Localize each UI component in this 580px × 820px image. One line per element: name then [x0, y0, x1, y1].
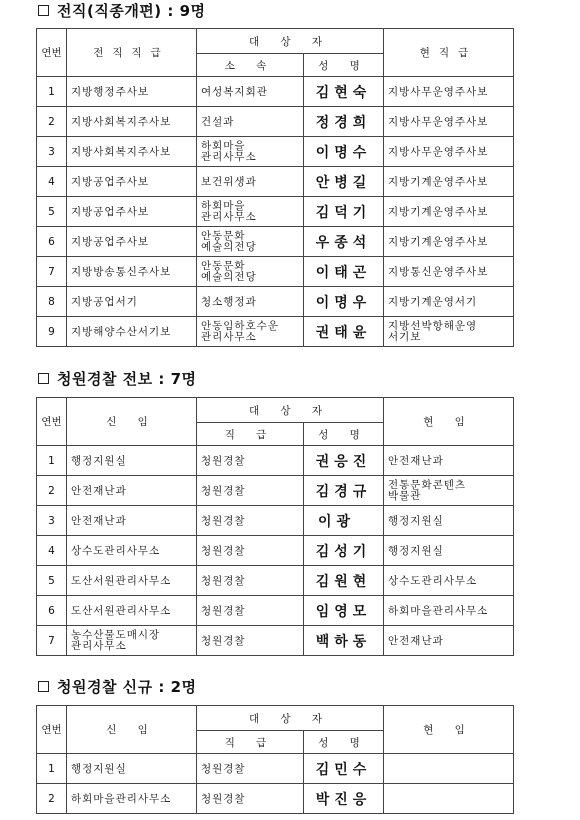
- cell-person-name: 박진응: [304, 784, 384, 814]
- cell-col4: 지방기계운영주사보: [384, 227, 514, 257]
- table-row: [37, 596, 514, 626]
- header-no: 연번: [37, 706, 67, 754]
- row-number: 3: [37, 137, 67, 167]
- cell-col4: 안전재난과: [384, 446, 514, 476]
- cell-person-name: 권응진: [304, 446, 384, 476]
- header-row: [37, 29, 514, 54]
- header-group: 대 상 자: [197, 706, 384, 731]
- table-row: [37, 77, 514, 107]
- cell-col2: 청원경찰: [197, 566, 304, 596]
- row-number: 2: [37, 476, 67, 506]
- table-row: [37, 137, 514, 167]
- cell-person-name: 김원현: [304, 566, 384, 596]
- cell-person-name: 정경희: [304, 107, 384, 137]
- cell-col1: 지방공업주사보: [67, 197, 197, 227]
- section-heading-text: 청원경찰 전보 : 7명: [57, 370, 197, 388]
- cell-person-name: 백하동: [304, 626, 384, 656]
- cell-col1: 지방행정주사보: [67, 77, 197, 107]
- header-group: 대 상 자: [197, 29, 384, 54]
- cell-col4: 지방기계운영주사보: [384, 167, 514, 197]
- cell-col2: 건설과: [197, 107, 304, 137]
- cell-col2: 여성복지회관: [197, 77, 304, 107]
- cell-col4: 지방사무운영주사보: [384, 77, 514, 107]
- cell-person-name: 이명수: [304, 137, 384, 167]
- table-row: [37, 626, 514, 656]
- header-sub2: 성 명: [304, 54, 384, 77]
- table-row: [37, 167, 514, 197]
- cell-person-name: 이태곤: [304, 257, 384, 287]
- row-number: 4: [37, 536, 67, 566]
- cell-col2: 하회마을 관리사무소: [197, 197, 304, 227]
- cell-col1: 안전재난과: [67, 476, 197, 506]
- table-row: [37, 317, 514, 347]
- cell-person-name: 김현숙: [304, 77, 384, 107]
- cell-col2: 청원경찰: [197, 506, 304, 536]
- cell-person-name: 우종석: [304, 227, 384, 257]
- cell-col1: 지방사회복지주사보: [67, 107, 197, 137]
- cell-col2: 안동문화 예술의전당: [197, 227, 304, 257]
- cell-col1: 도산서원관리사무소: [67, 596, 197, 626]
- cell-col1: 지방공업주사보: [67, 227, 197, 257]
- header-col1: 신 임: [67, 706, 197, 754]
- cell-col1: 행정지원실: [67, 754, 197, 784]
- cell-col1: 지방공업주사보: [67, 167, 197, 197]
- cell-person-name: 이명우: [304, 287, 384, 317]
- table-row: [37, 506, 514, 536]
- section-heading: [38, 368, 197, 389]
- cell-col2: 안동문화 예술의전당: [197, 257, 304, 287]
- row-number: 1: [37, 754, 67, 784]
- table-row: [37, 257, 514, 287]
- cell-col4: 행정지원실: [384, 506, 514, 536]
- table-row: [37, 754, 514, 784]
- cell-col4: 지방사무운영주사보: [384, 107, 514, 137]
- table-row: [37, 566, 514, 596]
- cell-col4: 상수도관리사무소: [384, 566, 514, 596]
- header-col4: 현 임: [384, 706, 514, 754]
- table-row: [37, 446, 514, 476]
- cell-col1: 지방해양수산서기보: [67, 317, 197, 347]
- cell-col1: 지방공업서기: [67, 287, 197, 317]
- cell-col1: 농수산물도매시장 관리사무소: [67, 626, 197, 656]
- table-row: [37, 107, 514, 137]
- header-sub2: 성 명: [304, 423, 384, 446]
- cell-col1: 도산서원관리사무소: [67, 566, 197, 596]
- cell-col4: 지방기계운영주사보: [384, 197, 514, 227]
- row-number: 5: [37, 197, 67, 227]
- cell-col4: 하회마을관리사무소: [384, 596, 514, 626]
- table-row: [37, 197, 514, 227]
- cell-col4: 지방기계운영서기: [384, 287, 514, 317]
- header-group: 대 상 자: [197, 398, 384, 423]
- section-heading-text: 전직(직종개편) : 9명: [57, 2, 206, 20]
- cell-col2: 청소행정과: [197, 287, 304, 317]
- row-number: 6: [37, 596, 67, 626]
- cell-col1: 행정지원실: [67, 446, 197, 476]
- cell-col2: 청원경찰: [197, 784, 304, 814]
- row-number: 6: [37, 227, 67, 257]
- cell-col4: 행정지원실: [384, 536, 514, 566]
- row-number: 4: [37, 167, 67, 197]
- cell-col4: 지방사무운영주사보: [384, 137, 514, 167]
- header-no: 연번: [37, 398, 67, 446]
- header-sub1: 소 속: [197, 54, 304, 77]
- cell-person-name: 이광: [304, 506, 384, 536]
- section-heading: [38, 676, 197, 697]
- cell-person-name: 안병길: [304, 167, 384, 197]
- section-heading: [38, 0, 206, 21]
- header-sub1: 직 급: [197, 423, 304, 446]
- table-row: [37, 476, 514, 506]
- table-row: [37, 784, 514, 814]
- cell-col1: 안전재난과: [67, 506, 197, 536]
- row-number: 8: [37, 287, 67, 317]
- header-col4: 현 임: [384, 398, 514, 446]
- cell-col1: 지방방송통신주사보: [67, 257, 197, 287]
- cell-col4: 전통문화콘텐츠 박물관: [384, 476, 514, 506]
- checkbox-square-icon: [38, 5, 49, 16]
- header-row: [37, 706, 514, 731]
- row-number: 1: [37, 77, 67, 107]
- table-transfer-reclass: [36, 28, 514, 347]
- header-sub1: 직 급: [197, 731, 304, 754]
- row-number: 3: [37, 506, 67, 536]
- section-heading-text: 청원경찰 신규 : 2명: [57, 678, 197, 696]
- row-number: 2: [37, 784, 67, 814]
- row-number: 1: [37, 446, 67, 476]
- header-col1: 신 임: [67, 398, 197, 446]
- cell-col2: 청원경찰: [197, 626, 304, 656]
- table-row: [37, 536, 514, 566]
- table-row: [37, 287, 514, 317]
- row-number: 9: [37, 317, 67, 347]
- cell-col4: 안전재난과: [384, 626, 514, 656]
- cell-person-name: 김경규: [304, 476, 384, 506]
- row-number: 5: [37, 566, 67, 596]
- cell-col2: 안동임하호수운 관리사무소: [197, 317, 304, 347]
- cell-person-name: 김덕기: [304, 197, 384, 227]
- header-col1: 전직직급: [67, 29, 197, 77]
- table-guard-new: [36, 705, 514, 814]
- row-number: 7: [37, 626, 67, 656]
- header-row: [37, 398, 514, 423]
- cell-col2: 청원경찰: [197, 754, 304, 784]
- cell-col4: 지방통신운영주사보: [384, 257, 514, 287]
- cell-col4: [384, 784, 514, 814]
- table-row: [37, 227, 514, 257]
- cell-col2: 청원경찰: [197, 446, 304, 476]
- cell-col1: 지방사회복지주사보: [67, 137, 197, 167]
- cell-person-name: 임영모: [304, 596, 384, 626]
- header-no: 연번: [37, 29, 67, 77]
- cell-col1: 하회마을관리사무소: [67, 784, 197, 814]
- row-number: 7: [37, 257, 67, 287]
- cell-col2: 하회마을 관리사무소: [197, 137, 304, 167]
- cell-col2: 청원경찰: [197, 476, 304, 506]
- row-number: 2: [37, 107, 67, 137]
- cell-col1: 상수도관리사무소: [67, 536, 197, 566]
- header-col4: 현직급: [384, 29, 514, 77]
- cell-col2: 보건위생과: [197, 167, 304, 197]
- table-guard-transfer: [36, 397, 514, 656]
- cell-person-name: 김민수: [304, 754, 384, 784]
- cell-col4: 지방선박항해운영 서기보: [384, 317, 514, 347]
- cell-person-name: 김성기: [304, 536, 384, 566]
- cell-col2: 청원경찰: [197, 536, 304, 566]
- cell-person-name: 권태윤: [304, 317, 384, 347]
- checkbox-square-icon: [38, 681, 49, 692]
- cell-col2: 청원경찰: [197, 596, 304, 626]
- checkbox-square-icon: [38, 373, 49, 384]
- cell-col4: [384, 754, 514, 784]
- header-sub2: 성 명: [304, 731, 384, 754]
